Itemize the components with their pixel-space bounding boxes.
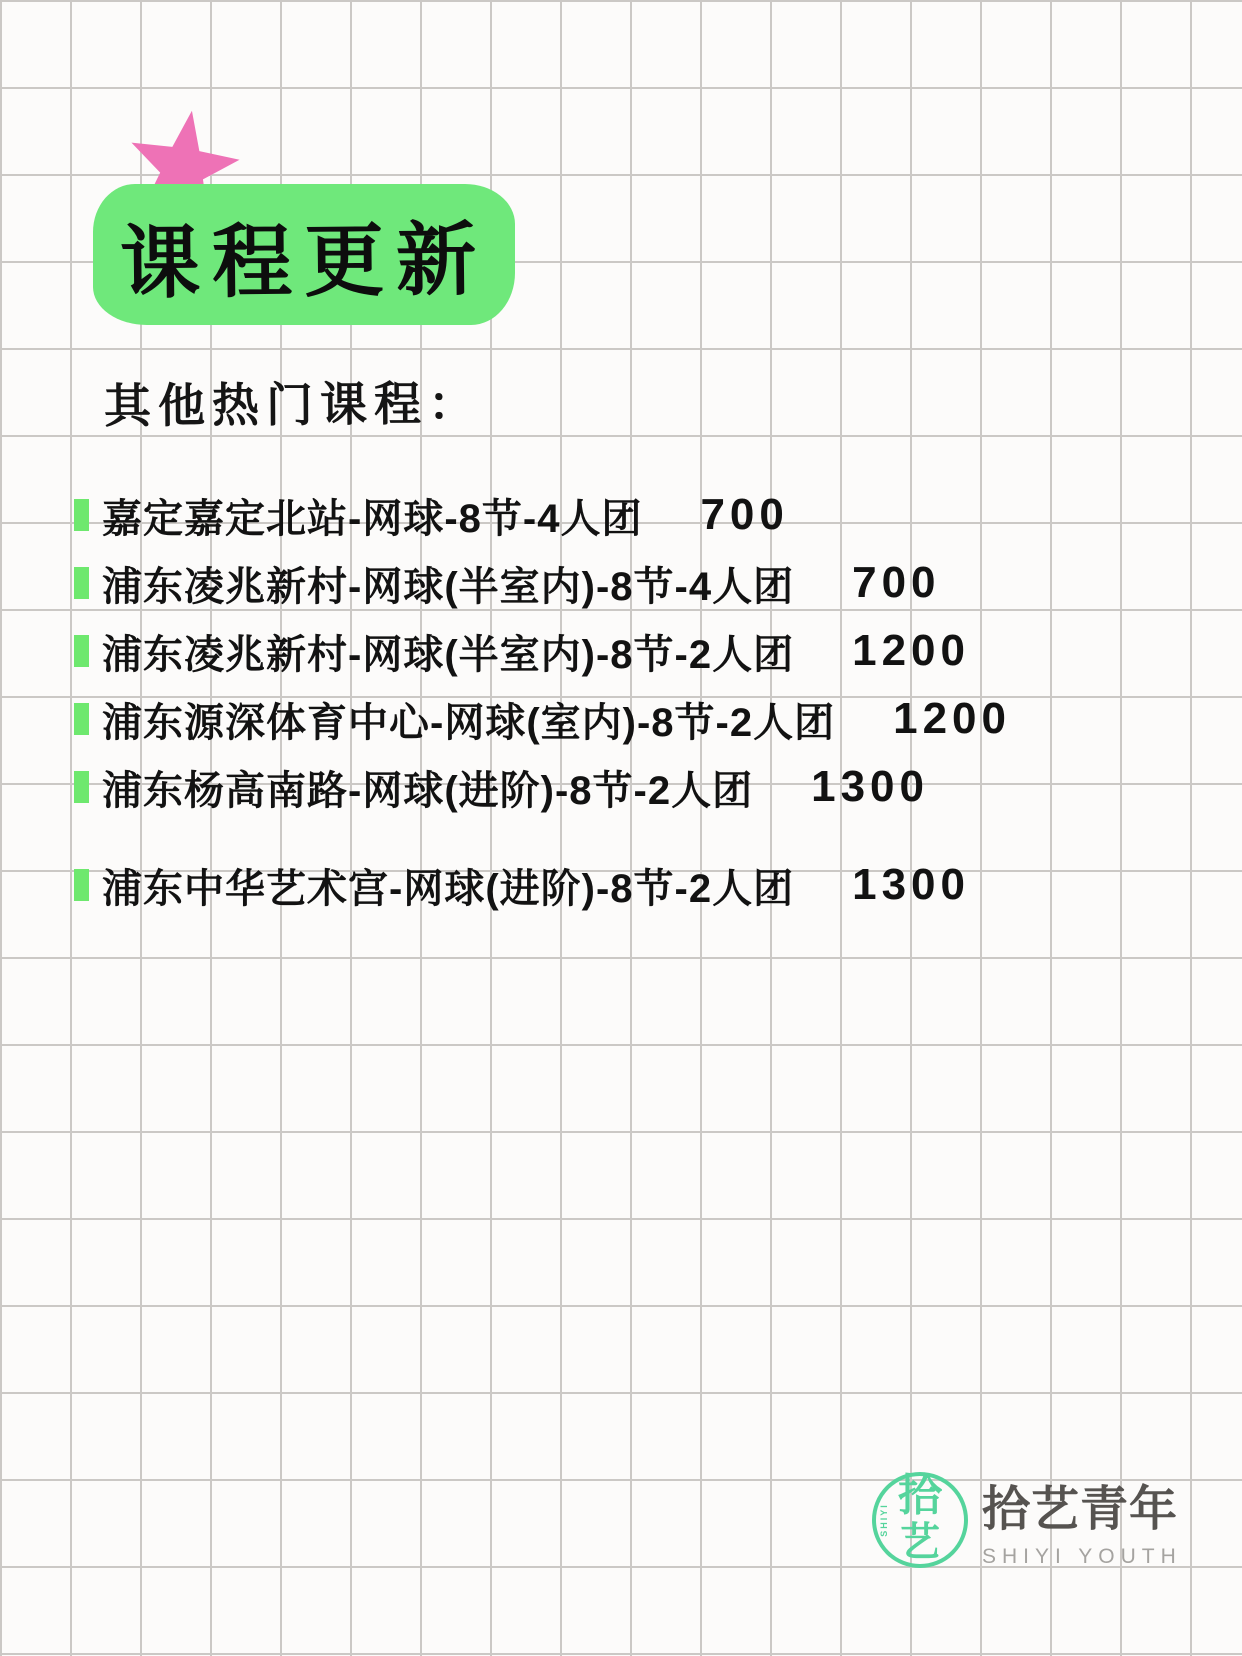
logo-monogram-bottom: 艺 <box>900 1520 940 1564</box>
course-price: 700 <box>700 490 789 539</box>
logo-circle-icon <box>872 1472 968 1568</box>
brand-logo <box>872 1471 1182 1568</box>
course-row <box>74 624 1204 678</box>
course-name: 浦东凌兆新村-网球(半室内)-8节-2人团 <box>102 632 795 677</box>
subtitle: 其他热门课程： <box>103 376 483 433</box>
logo-monogram-top: 拾 <box>898 1471 942 1520</box>
bullet-marker <box>74 869 89 901</box>
bullet-marker <box>74 499 89 531</box>
course-price: 1200 <box>852 626 970 675</box>
course-name: 浦东凌兆新村-网球(半室内)-8节-4人团 <box>102 564 795 609</box>
bullet-marker <box>74 635 89 667</box>
brand-name-en: SHIYI YOUTH <box>982 1545 1182 1568</box>
course-price: 700 <box>852 558 941 607</box>
course-price: 1300 <box>811 762 929 811</box>
course-name: 嘉定嘉定北站-网球-8节-4人团 <box>102 496 643 541</box>
brand-name-cn: 拾艺青年 <box>982 1483 1179 1536</box>
course-price: 1300 <box>852 860 970 909</box>
brand-text <box>982 1472 1182 1568</box>
title-highlight <box>93 184 515 325</box>
course-row <box>74 858 1204 912</box>
course-price: 1200 <box>893 694 1011 743</box>
course-name: 浦东中华艺术宫-网球(进阶)-8节-2人团 <box>102 866 795 911</box>
logo-side-text: SHIYI <box>879 1503 889 1537</box>
bullet-marker <box>74 567 89 599</box>
bullet-marker <box>74 771 89 803</box>
page-title: 课程更新 <box>119 215 489 308</box>
course-name: 浦东源深体育中心-网球(室内)-8节-2人团 <box>102 700 836 745</box>
course-name: 浦东杨高南路-网球(进阶)-8节-2人团 <box>102 768 754 813</box>
course-row <box>74 760 1204 814</box>
course-list <box>74 488 1204 926</box>
course-row <box>74 556 1204 610</box>
bullet-marker <box>74 703 89 735</box>
course-row <box>74 488 1204 542</box>
course-row <box>74 692 1204 746</box>
